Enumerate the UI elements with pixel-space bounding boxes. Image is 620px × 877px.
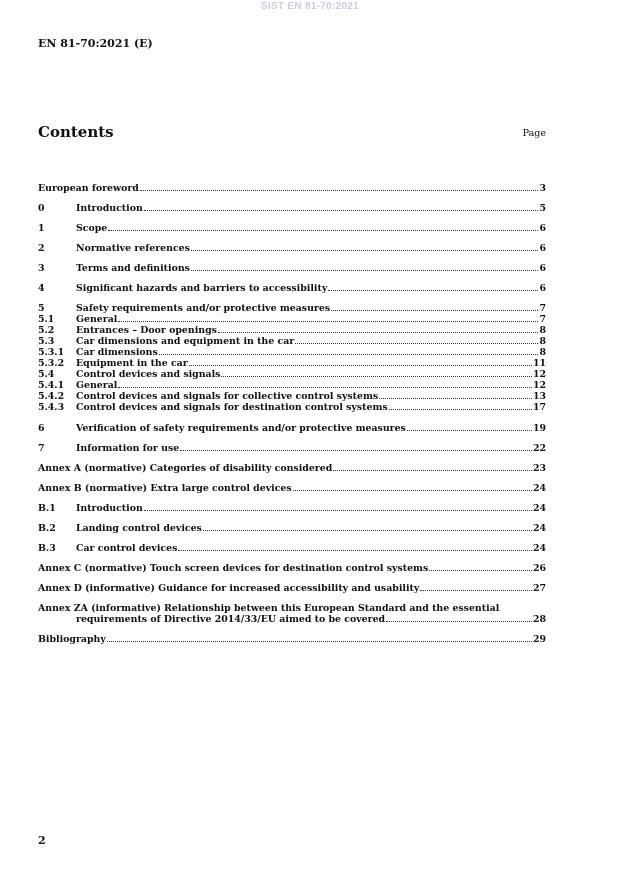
toc-entry-page: 22: [532, 443, 546, 454]
leader-dots: [191, 264, 539, 271]
toc-entry-title: Annex ZA (informative) Relationship between this European Standard and the essential: [38, 603, 500, 614]
toc-entry-page: 24: [532, 523, 546, 534]
toc-entry-title: Annex A (normative) Categories of disability considered: [38, 463, 333, 474]
toc-entry-annex-za[interactable]: [38, 603, 546, 625]
toc-entry-number: 5.1: [38, 314, 55, 325]
toc-entry-5-4-3[interactable]: [38, 402, 546, 413]
table-of-contents: [38, 183, 546, 645]
contents-title: Contents: [38, 123, 114, 141]
toc-entry-page: 8: [539, 336, 546, 347]
toc-entry-5-3-2[interactable]: [38, 358, 546, 369]
toc-entry-introduction[interactable]: [38, 203, 546, 214]
toc-entry-number: 5.3.1: [38, 347, 65, 358]
toc-entry-page: 7: [539, 314, 546, 325]
leader-dots: [420, 584, 532, 591]
toc-entry-number: 7: [38, 443, 45, 454]
toc-entry-bibliography[interactable]: [38, 634, 546, 645]
toc-entry-b-1[interactable]: [38, 503, 546, 514]
toc-entry-verification[interactable]: [38, 423, 546, 434]
toc-entry-page: 6: [539, 243, 546, 254]
toc-entry-5-4-1[interactable]: [38, 380, 546, 391]
toc-entry-title: Significant hazards and barriers to accessibility: [76, 283, 328, 294]
toc-entry-number: 5.2: [38, 325, 55, 336]
toc-entry-page: 23: [532, 463, 546, 474]
leader-dots: [429, 564, 532, 571]
toc-entry-title: European foreword: [38, 183, 139, 194]
toc-entry-title-continued: requirements of Directive 2014/33/EU aimed to be covered: [76, 614, 386, 625]
toc-entry-title: Introduction: [76, 203, 143, 214]
leader-dots: [107, 635, 532, 642]
leader-dots: [218, 326, 539, 333]
toc-entry-title: Verification of safety requirements and/or protective measures: [76, 423, 406, 434]
leader-dots: [108, 224, 538, 231]
toc-entry-number: 5.4.3: [38, 402, 65, 413]
toc-entry-page: 19: [532, 423, 546, 434]
toc-entry-title: Annex C (normative) Touch screen devices for destination control systems: [38, 563, 429, 574]
document-id: EN 81-70:2021 (E): [38, 37, 153, 50]
toc-entry-safety-requirements[interactable]: [38, 303, 546, 314]
toc-entry-number: 6: [38, 423, 45, 434]
toc-entry-page: 12: [532, 369, 546, 380]
toc-entry-hazards[interactable]: [38, 283, 546, 294]
toc-entry-number: 5.3: [38, 336, 55, 347]
toc-entry-page: 24: [532, 503, 546, 514]
toc-entry-information-for-use[interactable]: [38, 443, 546, 454]
toc-entry-number: B.2: [38, 523, 56, 534]
toc-entry-5-2[interactable]: [38, 325, 546, 336]
toc-entry-page: 24: [532, 543, 546, 554]
toc-entry-page: 3: [539, 183, 546, 194]
toc-entry-foreword[interactable]: [38, 183, 546, 194]
toc-entry-title: Entrances – Door openings: [76, 325, 217, 336]
toc-entry-number: B.3: [38, 543, 56, 554]
toc-entry-title: Information for use: [76, 443, 180, 454]
toc-entry-number: 0: [38, 203, 45, 214]
toc-entry-number: 5: [38, 303, 45, 314]
toc-entry-page: 12: [532, 380, 546, 391]
leader-dots: [407, 424, 532, 431]
toc-entry-page: 6: [539, 223, 546, 234]
toc-entry-page: 6: [539, 283, 546, 294]
toc-entry-number: 5.4: [38, 369, 55, 380]
leader-dots: [159, 348, 539, 355]
toc-entry-title: Introduction: [76, 503, 143, 514]
leader-dots: [389, 403, 532, 410]
toc-entry-5-3[interactable]: [38, 336, 546, 347]
toc-entry-page: 28: [532, 614, 546, 625]
leader-dots: [379, 392, 532, 399]
toc-entry-annex-a[interactable]: [38, 463, 546, 474]
toc-entry-number: B.1: [38, 503, 56, 514]
toc-entry-title: Control devices and signals for destination control systems: [76, 402, 388, 413]
toc-entry-page: 29: [532, 634, 546, 645]
toc-entry-number: 5.4.2: [38, 391, 65, 402]
leader-dots: [144, 504, 532, 511]
toc-entry-page: 17: [532, 402, 546, 413]
toc-entry-page: 13: [532, 391, 546, 402]
leader-dots: [386, 615, 532, 622]
toc-entry-scope[interactable]: [38, 223, 546, 234]
leader-dots: [118, 381, 532, 388]
toc-entry-title: Control devices and signals: [76, 369, 221, 380]
toc-entry-title: General: [76, 314, 118, 325]
leader-dots: [144, 204, 539, 211]
toc-entry-normative-references[interactable]: [38, 243, 546, 254]
leader-dots: [180, 444, 532, 451]
page-column-label: Page: [522, 128, 546, 139]
toc-entry-title: Terms and definitions: [76, 263, 190, 274]
leader-dots: [221, 370, 531, 377]
leader-dots: [295, 337, 538, 344]
leader-dots: [293, 484, 532, 491]
toc-entry-page: 5: [539, 203, 546, 214]
toc-entry-5-1[interactable]: [38, 314, 546, 325]
toc-entry-5-3-1[interactable]: [38, 347, 546, 358]
leader-dots: [333, 464, 532, 471]
toc-entry-page: 6: [539, 263, 546, 274]
toc-entry-b-2[interactable]: [38, 523, 546, 534]
toc-entry-number: 1: [38, 223, 45, 234]
page-number: 2: [38, 834, 46, 847]
toc-entry-number: 2: [38, 243, 45, 254]
toc-entry-title: Landing control devices: [76, 523, 202, 534]
toc-entry-number: 5.4.1: [38, 380, 65, 391]
leader-dots: [140, 184, 539, 191]
toc-entry-terms-definitions[interactable]: [38, 263, 546, 274]
leader-dots: [203, 524, 532, 531]
watermark: SIST EN 81-70:2021: [260, 1, 360, 12]
toc-entry-title: Car control devices: [76, 543, 178, 554]
toc-entry-title: General: [76, 380, 118, 391]
toc-entry-5-4[interactable]: [38, 369, 546, 380]
toc-entry-page: 24: [532, 483, 546, 494]
toc-entry-number: 5.3.2: [38, 358, 65, 369]
toc-entry-page: 7: [539, 303, 546, 314]
toc-entry-page: 11: [532, 358, 546, 369]
toc-entry-page: 8: [539, 325, 546, 336]
leader-dots: [178, 544, 532, 551]
toc-entry-page: 26: [532, 563, 546, 574]
toc-entry-title: Car dimensions: [76, 347, 158, 358]
toc-entry-b-3[interactable]: [38, 543, 546, 554]
toc-entry-page: 8: [539, 347, 546, 358]
toc-entry-number: 3: [38, 263, 45, 274]
leader-dots: [189, 359, 532, 366]
toc-entry-title: Annex D (informative) Guidance for increased accessibility and usability: [38, 583, 420, 594]
toc-entry-annex-d[interactable]: [38, 583, 546, 594]
toc-entry-title: Equipment in the car: [76, 358, 188, 369]
toc-entry-title: Annex B (normative) Extra large control devices: [38, 483, 292, 494]
leader-dots: [328, 284, 538, 291]
toc-entry-number: 4: [38, 283, 45, 294]
toc-entry-annex-b[interactable]: [38, 483, 546, 494]
toc-entry-5-4-2[interactable]: [38, 391, 546, 402]
leader-dots: [191, 244, 539, 251]
toc-entry-page: 27: [532, 583, 546, 594]
toc-entry-title: Control devices and signals for collective control systems: [76, 391, 379, 402]
toc-entry-title: Normative references: [76, 243, 190, 254]
toc-entry-title: Scope: [76, 223, 108, 234]
toc-entry-annex-c[interactable]: [38, 563, 546, 574]
toc-entry-title: Car dimensions and equipment in the car: [76, 336, 295, 347]
leader-dots: [118, 315, 538, 322]
toc-entry-title: Safety requirements and/or protective measures: [76, 303, 331, 314]
leader-dots: [331, 304, 538, 311]
toc-entry-title: Bibliography: [38, 634, 106, 645]
